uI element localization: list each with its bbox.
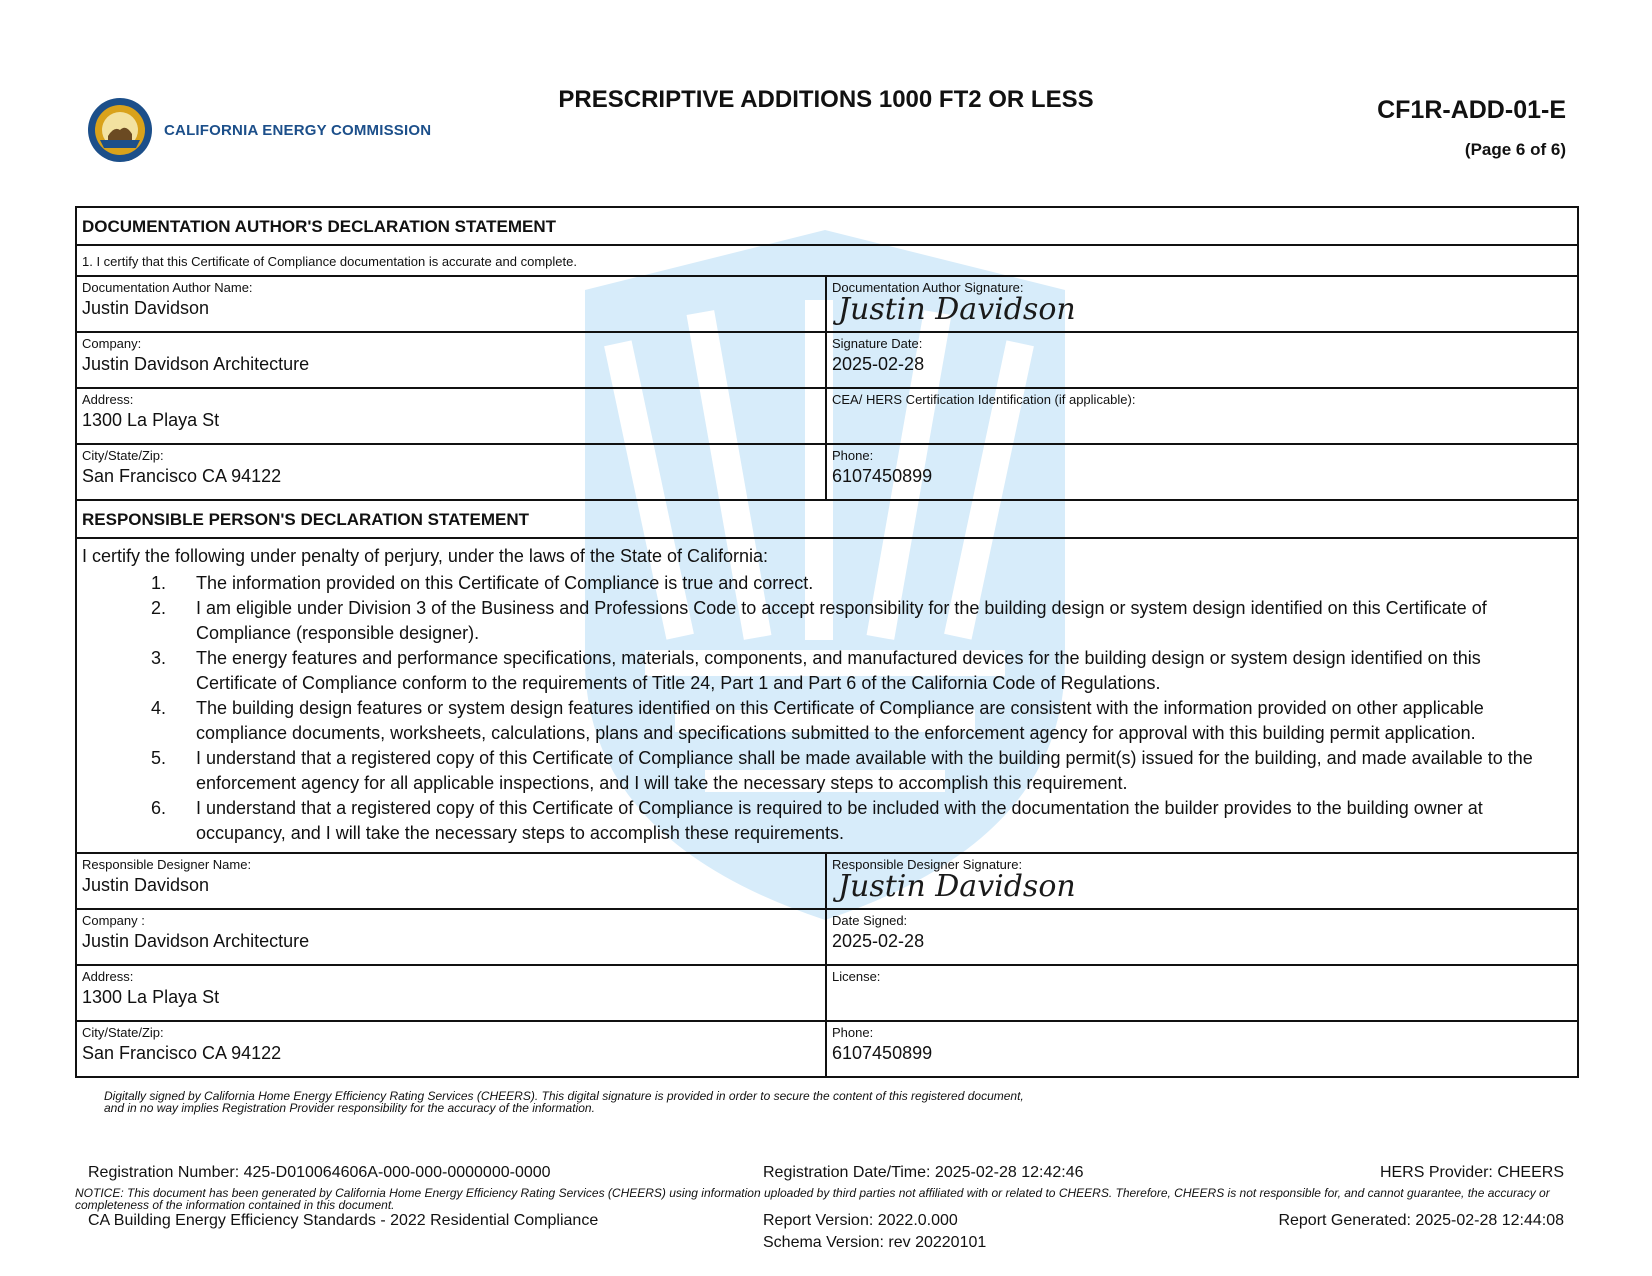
declaration-intro: I certify the following under penalty of perjury, under the laws of the State of California:: [82, 546, 769, 566]
designer-name-cell: [76, 853, 826, 909]
designer-license-cell: [826, 965, 1578, 1021]
designer-name-label: Responsible Designer Name:: [82, 857, 252, 872]
declaration-item: 1. The information provided on this Certificate of Compliance is true and correct.: [150, 573, 814, 593]
cheers-notice: NOTICE: This document has been generated by California Home Energy Efficiency Rating Services (CHEERS) using information uploaded by third parties not affiliated with or related to CHEERS. Therefore, CHEERS is not responsible for, and cannot guarantee, the accuracy or completeness of the information contained in this document.: [75, 1186, 1550, 1212]
author-company-label: Company:: [82, 336, 142, 351]
designer-phone-label: Phone:: [832, 1025, 874, 1040]
author-statement: 1. I certify that this Certificate of Compliance documentation is accurate and complete.: [76, 245, 1578, 276]
author-company: Justin Davidson Architecture: [82, 354, 310, 374]
author-cert-label: CEA/ HERS Certification Identification (if applicable):: [832, 392, 1136, 407]
declaration-list: [82, 571, 1572, 846]
designer-company-label: Company :: [82, 913, 145, 928]
author-address-cell: [76, 388, 826, 444]
author-address-label: Address:: [82, 392, 134, 407]
declaration-item: 6. I understand that a registered copy of this Certificate of Compliance is required to be included with the documentation the builder provides to the building owner at occupancy, and I will take the necessary steps to accomplish these requirements.: [150, 798, 1483, 843]
author-name-label: Documentation Author Name:: [82, 280, 253, 295]
author-section-heading: DOCUMENTATION AUTHOR'S DECLARATION STATEMENT: [76, 207, 1578, 245]
author-sig-date-cell: [826, 332, 1578, 388]
registration-datetime: Registration Date/Time: 2025-02-28 12:42:46: [763, 1164, 1084, 1181]
designer-city-cell: [76, 1021, 826, 1077]
page-number: (Page 6 of 6): [1464, 140, 1566, 159]
designer-date-label: Date Signed:: [832, 913, 908, 928]
author-city-label: City/State/Zip:: [82, 448, 164, 463]
author-name-cell: [76, 276, 826, 332]
designer-signature: Justin Davidson: [838, 869, 1076, 904]
author-sig-date: 2025-02-28: [832, 354, 925, 374]
author-sig-date-label: Signature Date:: [832, 336, 923, 351]
designer-city-label: City/State/Zip:: [82, 1025, 164, 1040]
designer-address-cell: [76, 965, 826, 1021]
designer-phone-cell: [826, 1021, 1578, 1077]
digital-signature-note: Digitally signed by California Home Energy Efficiency Rating Services (CHEERS). This digital signature is provided in order to secure the content of this registered document, and in no way implies Registration Provider responsibility for the accuracy of the information.: [104, 1089, 1024, 1115]
declaration-item: 3. The energy features and performance specifications, materials, components, and manufactured devices for the building design or system design identified on this Certificate of Compliance conform to the requirements of Title 24, Part 1 and Part 6 of the California Code of Regulations.: [150, 648, 1481, 693]
designer-address: 1300 La Playa St: [82, 987, 220, 1007]
designer-signature-cell: [826, 853, 1578, 909]
designer-signature-label: Responsible Designer Signature:: [832, 857, 1023, 872]
author-address: 1300 La Playa St: [82, 410, 220, 430]
author-signature-cell: [826, 276, 1578, 332]
author-company-cell: [76, 332, 826, 388]
report-generated: Report Generated: 2025-02-28 12:44:08: [1278, 1212, 1564, 1229]
org-name: CALIFORNIA ENERGY COMMISSION: [164, 121, 432, 139]
author-name: Justin Davidson: [82, 298, 210, 318]
author-phone-label: Phone:: [832, 448, 874, 463]
declaration-item: 5. I understand that a registered copy of this Certificate of Compliance shall be made available with the building permit(s) issued for the building, and made available to the enforcement agency for all applicable inspections, and I will take the necessary steps to accomplish this requirement.: [150, 748, 1533, 793]
hers-provider: HERS Provider: CHEERS: [1379, 1164, 1564, 1181]
responsible-declaration: [76, 538, 1578, 853]
schema-version: Schema Version: rev 20220101: [763, 1234, 987, 1251]
designer-city: San Francisco CA 94122: [82, 1043, 282, 1063]
declaration-item: 4. The building design features or system design features identified on this Certificate of Compliance are consistent with the information provided on other applicable compliance documents, worksheets, calculations, plans and specifications submitted to the enforcement agency for approval with this building permit application.: [150, 698, 1484, 743]
author-city: San Francisco CA 94122: [82, 466, 282, 486]
designer-address-label: Address:: [82, 969, 134, 984]
designer-license-label: License:: [832, 969, 881, 984]
designer-company: Justin Davidson Architecture: [82, 931, 310, 951]
author-phone: 6107450899: [832, 466, 933, 486]
author-cert-cell: [826, 388, 1578, 444]
report-version: Report Version: 2022.0.000: [763, 1212, 958, 1229]
declaration-table: [75, 206, 1579, 1078]
designer-company-cell: [76, 909, 826, 965]
author-signature: Justin Davidson: [838, 292, 1076, 327]
declaration-item: 2. I am eligible under Division 3 of the Business and Professions Code to accept responsibility for the building design or system design identified on this Certificate of Compliance (responsible designer).: [150, 598, 1487, 643]
document-title: PRESCRIPTIVE ADDITIONS 1000 FT2 OR LESS: [558, 86, 1094, 113]
designer-phone: 6107450899: [832, 1043, 933, 1063]
author-signature-label: Documentation Author Signature:: [832, 280, 1024, 295]
author-city-cell: [76, 444, 826, 500]
form-id: CF1R-ADD-01-E: [1377, 96, 1566, 124]
registration-number: Registration Number: 425-D010064606A-000-000-0000000-0000: [88, 1164, 551, 1181]
standards-label: CA Building Energy Efficiency Standards - 2022 Residential Compliance: [88, 1212, 599, 1229]
responsible-section-heading: RESPONSIBLE PERSON'S DECLARATION STATEMENT: [76, 500, 1578, 538]
page-header: [0, 0, 1652, 200]
designer-date-cell: [826, 909, 1578, 965]
designer-date: 2025-02-28: [832, 931, 925, 951]
designer-name: Justin Davidson: [82, 875, 210, 895]
author-phone-cell: [826, 444, 1578, 500]
